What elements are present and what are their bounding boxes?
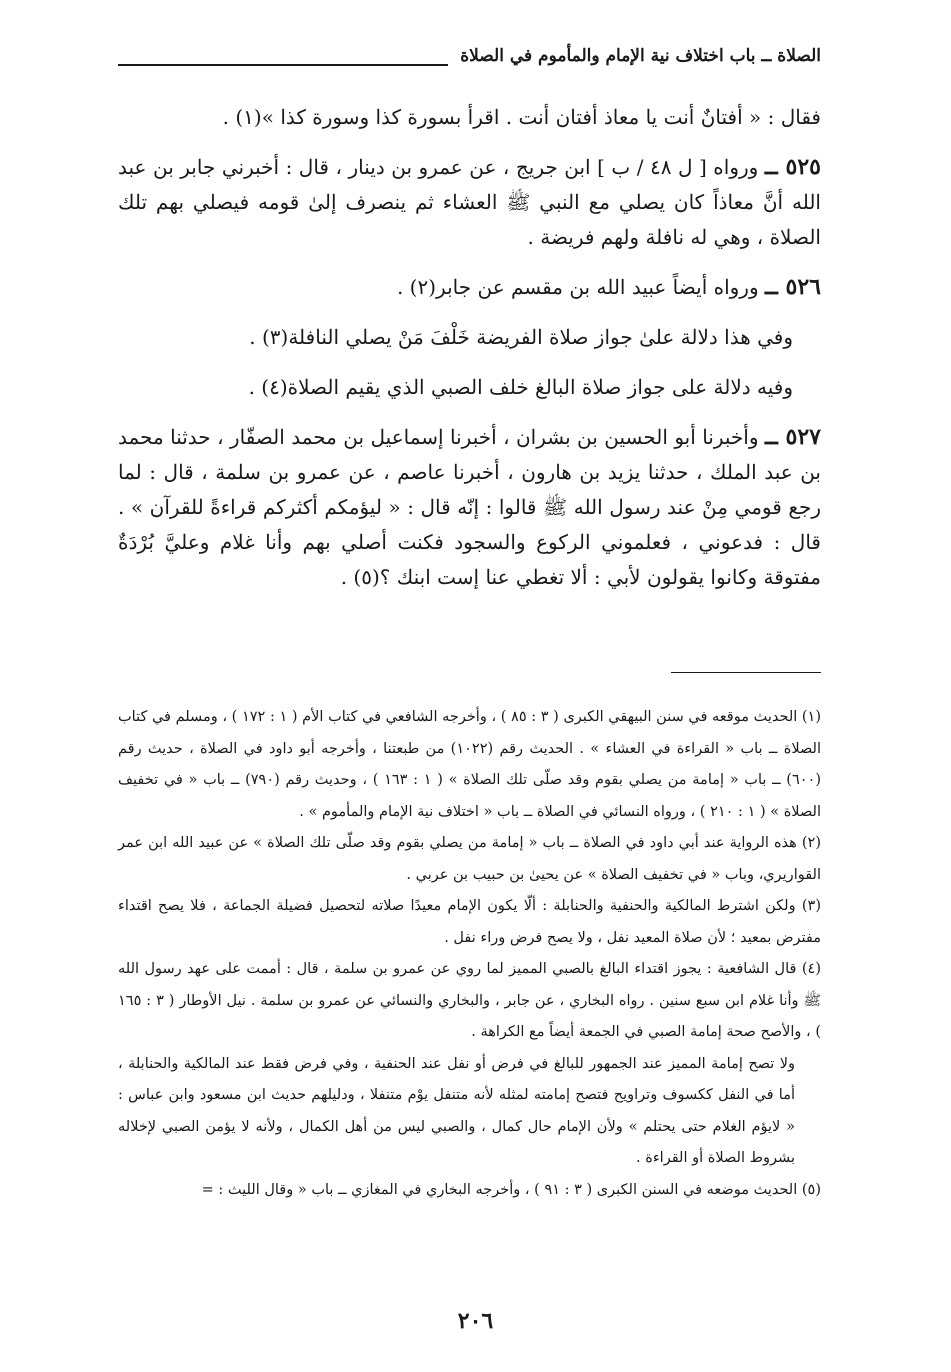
footnote-2: (٢) هذه الرواية عند أبي داود في الصلاة ــ باب « إمامة من يصلي بقوم وقد صلّى تلك الصلاة » عن عبيد الله ابن عمر القواريري، وباب « في تخفيف الصلاة » عن يحيىٰ بن حبيب بن عربي . (118, 835, 821, 883)
hadith-number: ٥٢٧ ــ (764, 424, 821, 450)
footnote-5: (٥) الحديث موضعه في السنن الكبرى ( ٣ : ٩١ ) ، وأخرجه البخاري في المغازي ــ باب « وقال الليث : = (201, 1181, 821, 1198)
footnote-1: (١) الحديث موقعه في سنن البيهقي الكبرى ( ٣ : ٨٥ ) ، وأخرجه الشافعي في كتاب الأم ( ١ : ١٧٢ ) ، ومسلم في كتاب الصلاة ــ باب « القراءة في العشاء » . الحديث رقم (١٠٢٢) من طبعتنا ، وأخرجه أبو داود في الصلاة ، حديث رقم (٦٠٠) ــ باب « إمامة من يصلي بقوم وقد صلّى تلك الصلاة » ( ١ : ١٦٣ ) ، وحديث رقم (٧٩٠) ــ باب « في تخفيف الصلاة » ( ١ : ٢١٠ ) ، ورواه النسائي في الصلاة ــ باب « اختلاف نية الإمام والمأموم » . (118, 709, 822, 820)
paragraph (118, 370, 821, 405)
paragraph (118, 100, 821, 135)
paragraph (118, 320, 821, 355)
paragraph-text: وأخبرنا أبو الحسين بن بشران ، أخبرنا إسماعيل بن محمد الصفّار ، حدثنا محمد بن عبد الملك ، حدثنا يزيد بن هارون ، أخبرنا عاصم ، عن عمرو بن سلمة ، قال : لما رجع قومي مِنْ عند رسول الله ﷺ قالوا : إنّه قال : « ليؤمكم أكثركم قراءةً للقرآن » . قال : فدعوني ، فعلموني الركوع والسجود فكنت أصلي بهم وأنا غلام وعليَّ بُرْدَةٌ مفتوقة وكانوا يقولون لأبي : ألا تغطي عنا إست ابنك ؟(٥) . (118, 425, 822, 589)
footnote-4: (٤) قال الشافعية : يجوز اقتداء البالغ بالصبي المميز لما روي عن عمرو بن سلمة ، قال : أممت على عهد رسول الله ﷺ وأنا غلام ابن سبع سنين . رواه البخاري ، عن جابر ، والبخاري والنسائي عن عمرو بن سلمة . نيل الأوطار ( ٣ : ١٦٥ ) ، والأصح صحة إمامة الصبي في الجمعة أيضاً مع الكراهة . (118, 961, 821, 1040)
paragraph-text: فقال : « أفتانٌ أنت يا معاذ أفتان أنت . اقرأ بسورة كذا وسورة كذا »(١) . (222, 105, 821, 129)
footnote-4-continued: ولا تصح إمامة المميز عند الجمهور للبالغ في فرض أو نفل عند الحنفية ، وفي فرض فقط عند المالكية والحنابلة ، أما في النفل ككسوف وتراويح فتصح إمامته لمثله لأنه متنفل يوْم متنفلا ، ودليلهم حديث ابن مسعود وابن عباس : « لايؤم الغلام حتى يحتلم » ولأن الإمام حال كمال ، والصبي ليس من أهل الكمال ، ولأنه لا يؤمن الصبي لإخلاله بشروط الصلاة أو القراءة . (118, 1055, 795, 1166)
hadith-525 (118, 150, 821, 255)
hadith-number: ٥٢٥ ــ (764, 154, 821, 180)
page-number: ٢٠٦ (457, 1308, 494, 1334)
header-title: الصلاة ــ باب اختلاف نية الإمام والمأموم في الصلاة (460, 46, 821, 66)
running-header (118, 44, 821, 76)
hadith-527 (118, 420, 821, 595)
paragraph-text: ورواه أيضاً عبيد الله بن مقسم عن جابر(٢) . (396, 275, 759, 299)
hadith-number: ٥٢٦ ــ (764, 274, 821, 300)
footnote-3: (٣) ولكن اشترط المالكية والحنفية والحنابلة : ألّا يكون الإمام معيدًا صلاته لتحصيل فضيلة الجماعة ، فلا يصح اقتداء مفترض بمعيد ؛ لأن صلاة المعيد نفل ، ولا يصح فرض وراء نفل . (118, 898, 821, 946)
hadith-526 (118, 270, 821, 305)
main-text (118, 100, 821, 610)
header-rule (118, 64, 448, 66)
footnote-separator (671, 672, 821, 673)
footnotes (118, 702, 821, 1206)
paragraph-text: ورواه [ ل ٤٨ / ب ] ابن جريج ، عن عمرو بن دينار ، قال : أخبرني جابر بن عبد الله أنَّ معاذاً كان يصلي مع النبي ﷺ العشاء ثم ينصرف إلىٰ قومه فيصلي بهم تلك الصلاة ، وهي له نافلة ولهم فريضة . (118, 155, 821, 249)
paragraph-text: وفيه دلالة على جواز صلاة البالغ خلف الصبي الذي يقيم الصلاة(٤) . (248, 375, 793, 399)
paragraph-text: وفي هذا دلالة علىٰ جواز صلاة الفريضة خَلْفَ مَنْ يصلي النافلة(٣) . (249, 325, 793, 349)
